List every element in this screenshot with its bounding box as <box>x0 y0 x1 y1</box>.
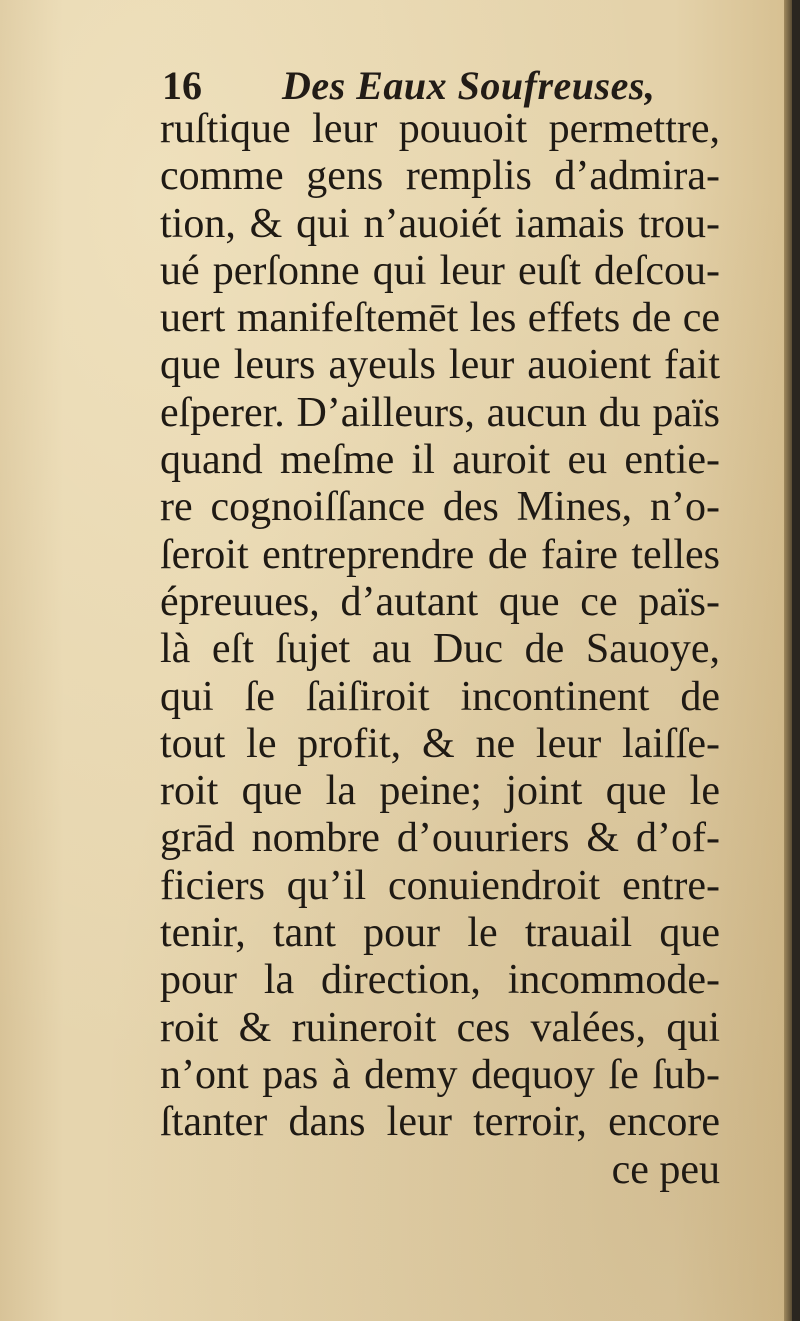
text-line: quand meſme il auroit eu entie- <box>160 437 720 484</box>
text-line: tion, & qui n’auoiét iamais trou- <box>160 200 720 247</box>
text-line: ué perſonne qui leur euſt deſcou- <box>160 247 720 294</box>
text-line: n’ont pas à demy dequoy ſe ſub- <box>160 1051 720 1098</box>
text-line: re cognoiſſance des Mines, n’o- <box>160 484 720 531</box>
text-line: grād nombre d’ouuriers & d’of- <box>160 815 720 862</box>
text-line: là eſt ſujet au Duc de Sauoye, <box>160 626 720 673</box>
catchword: ce peu <box>611 1146 720 1193</box>
text-line: qui ſe ſaiſiroit incontinent de <box>160 673 720 720</box>
text-line: tenir, tant pour le trauail que <box>160 910 720 957</box>
text-line: comme gens remplis d’admira- <box>160 153 720 200</box>
text-line: uert manifeſtemēt les effets de ce <box>160 295 720 342</box>
text-line: eſperer. D’ailleurs, aucun du païs <box>160 389 720 436</box>
body-text <box>160 106 720 1194</box>
text-line: pour la direction, incommode- <box>160 957 720 1004</box>
running-title: Des Eaux Soufreuses, <box>282 63 656 108</box>
page-edge <box>784 0 792 1321</box>
text-line: que leurs ayeuls leur auoient fait <box>160 342 720 389</box>
text-line: roit que la peine; joint que le <box>160 768 720 815</box>
text-line: roit & ruineroit ces valées, qui <box>160 1004 720 1051</box>
page-number: 16 <box>162 63 202 108</box>
text-line: épreuues, d’autant que ce païs- <box>160 578 720 625</box>
text-line: ruſtique leur pouuoit permettre, <box>160 106 720 152</box>
text-line: ficiers qu’il conuiendroit entre- <box>160 862 720 909</box>
text-line: tout le profit, & ne leur laiſſe- <box>160 720 720 767</box>
text-line: ſeroit entreprendre de faire telles <box>160 531 720 578</box>
text-line: ſtanter dans leur terroir, encore <box>160 1099 720 1146</box>
